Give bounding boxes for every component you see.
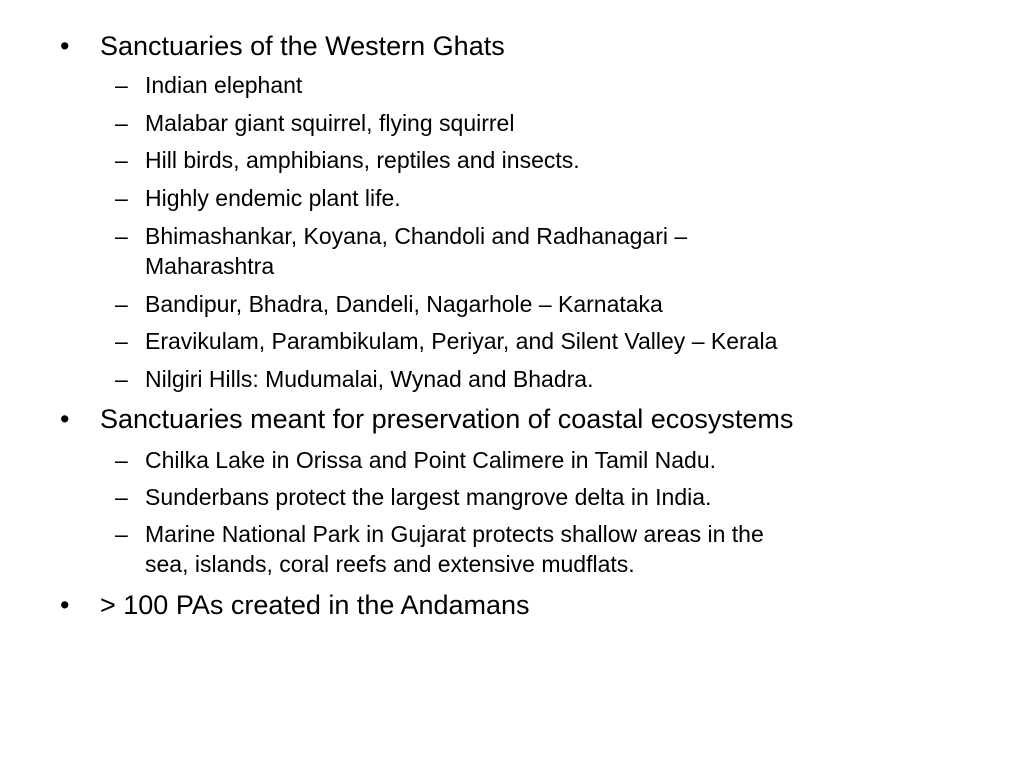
sub-item-text: Bhimashankar, Koyana, Chandoli and Radhanagari – [145, 223, 688, 249]
bullet-text: Sanctuaries meant for preservation of coastal ecosystems [100, 404, 794, 434]
sub-item-dash: – [115, 223, 128, 249]
sub-item-text: Maharashtra [145, 253, 275, 279]
sub-item-text: Bandipur, Bhadra, Dandeli, Nagarhole – Karnataka [145, 291, 663, 317]
sub-item-dash: – [115, 366, 128, 392]
bullet-dot: • [60, 590, 70, 620]
sub-item-text: sea, islands, coral reefs and extensive mudflats. [145, 551, 635, 577]
sub-item-dash: – [115, 484, 128, 510]
sub-item-dash: – [115, 185, 128, 211]
sub-item-dash: – [115, 72, 128, 98]
sub-item-dash: – [115, 447, 128, 473]
sub-item-text: Hill birds, amphibians, reptiles and insects. [145, 147, 580, 173]
sub-item-dash: – [115, 291, 128, 317]
sub-item-dash: – [115, 521, 128, 547]
sub-item-text: Malabar giant squirrel, flying squirrel [145, 110, 515, 136]
bullet-text: Sanctuaries of the Western Ghats [100, 31, 505, 61]
bullet-text: > 100 PAs created in the Andamans [100, 590, 530, 620]
sub-item-dash: – [115, 110, 128, 136]
bullet-dot: • [60, 404, 70, 434]
sub-item-text: Indian elephant [145, 72, 303, 98]
sub-item-dash: – [115, 328, 128, 354]
sub-item-text: Sunderbans protect the largest mangrove delta in India. [145, 484, 712, 510]
sub-item-text: Eravikulam, Parambikulam, Periyar, and Silent Valley – Kerala [145, 328, 778, 354]
sub-item-dash: – [115, 147, 128, 173]
sub-item-text: Marine National Park in Gujarat protects shallow areas in the [145, 521, 764, 547]
sub-item-text: Highly endemic plant life. [145, 185, 401, 211]
bullet-dot: • [60, 31, 70, 61]
sub-item-text: Chilka Lake in Orissa and Point Calimere in Tamil Nadu. [145, 447, 717, 473]
sub-item-text: Nilgiri Hills: Mudumalai, Wynad and Bhadra. [145, 366, 594, 392]
